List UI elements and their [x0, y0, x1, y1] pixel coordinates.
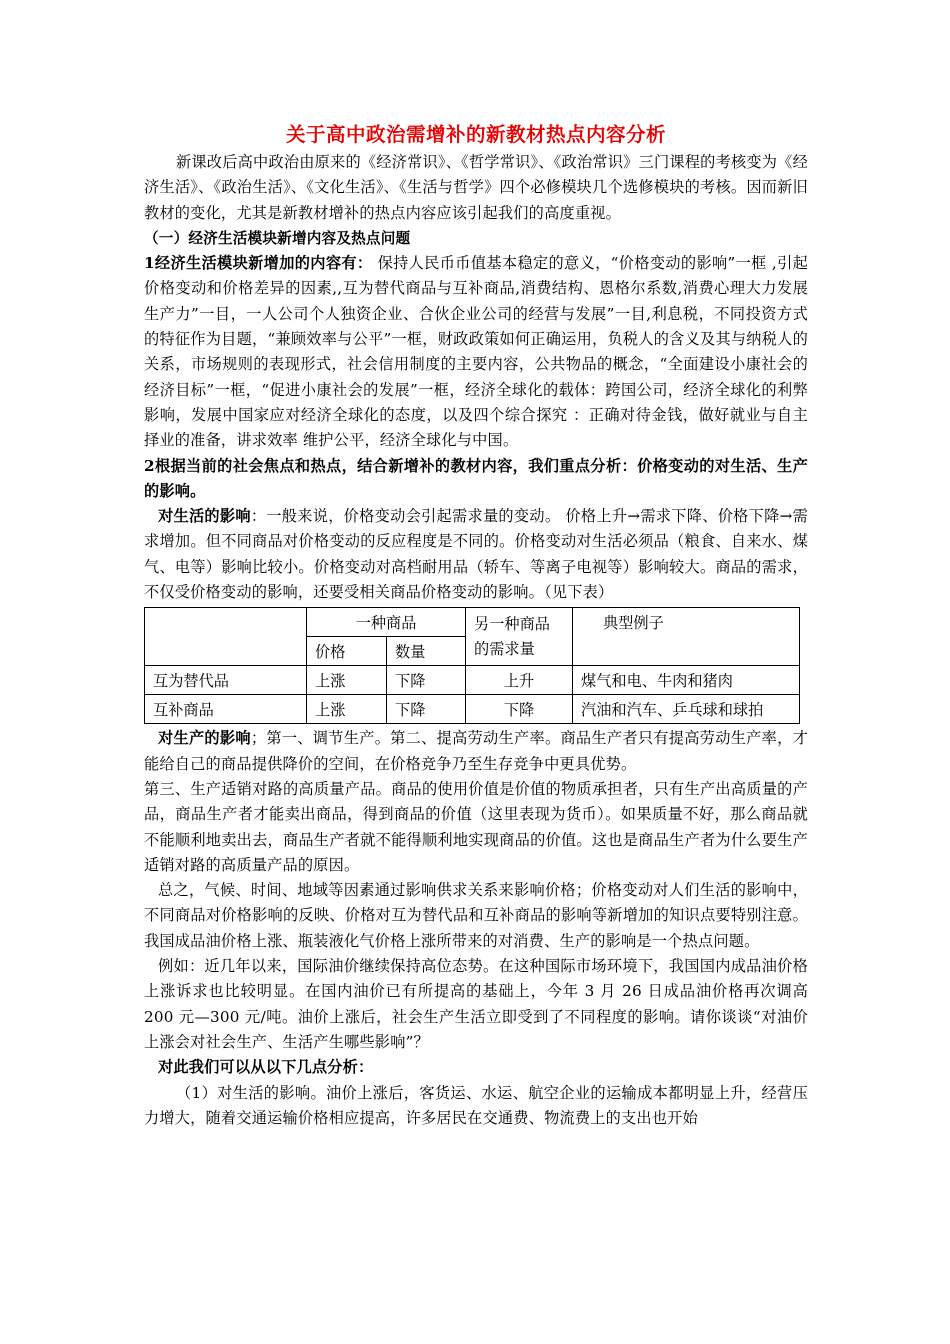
table-header-cell: 另一种商品的需求量: [466, 608, 573, 666]
goods-comparison-table: [144, 607, 800, 724]
paragraph-point-1: （1）对生活的影响。油价上涨后，客货运、水运、航空企业的运输成本都明显上升，经营压力增大，随着交通运输价格相应提高，许多居民在交通费、物流费上的支出也开始: [144, 1083, 808, 1127]
table-cell: 煤气和电、牛肉和猪肉: [573, 666, 800, 695]
table-cell: 互为替代品: [145, 666, 307, 695]
table-cell: 上涨: [307, 666, 387, 695]
table-cell: 互补商品: [145, 695, 307, 724]
table-row: [145, 695, 800, 724]
section-heading: （一）经济生活模块新增内容及热点问题: [144, 229, 411, 247]
paragraph-body: ；第一、调节生产。第二、提高劳动生产率。商品生产者只有提高劳动生产率，才能给自己的商品提供降价的空间，在价格竞争乃至生存竞争中更具优势。: [144, 729, 808, 773]
paragraph-example: 例如：近几年以来，国际油价继续保持高位态势。在这种国际市场环境下，我国国内成品油价格上涨诉求也比较明显。在国内油价已有所提高的基础上，今年 3 月 26 日成品油价格再次调高 200 元—300 元/吨。油价上涨后，社会生产生活立即受到了不同程度的影响。请你谈谈“对油价上涨会对社会生产、生活产生哪些影响”？: [144, 957, 808, 1051]
table-cell: 下降: [387, 666, 466, 695]
table-row: [145, 666, 800, 695]
paragraph-body: ：一般来说，价格变动会引起需求量的变动。 价格上升→需求下降、价格下降→需求增加。但不同商品对价格变动的反应程度是不同的。价格变动对生活必须品（粮食、自来水、煤气、电等）影响比较小。价格变动对高档耐用品（轿车、等离子电视等）影响较大。商品的需求，不仅受价格变动的影响，还要受相关商品价格变动的影响。（见下表）: [144, 507, 808, 602]
table-header-cell: 数量: [387, 637, 466, 666]
paragraph-lead: 1经济生活模块新增加的内容有：: [144, 254, 373, 273]
paragraph-body: 保持人民币币值基本稳定的意义，“价格变动的影响”一框 ,引起价格变动和价格差异的因素,,互为替代商品与互补商品,消费结构、恩格尔系数,消费心理大力发展生产力”一目，一人公司个人独资企业、合伙企业公司的经营与发展”一目,利息税，不同投资方式的特征作为目题，“兼顾效率与公平”一框，财政政策如何正确运用，负税人的含义及其与纳税人的关系，市场规则的表现形式，社会信用制度的主要内容，公共物品的概念，“全面建设小康社会的经济目标”一框，“促进小康社会的发展”一框，经济全球化的载体：跨国公司，经济全球化的利弊影响，发展中国家应对经济全球化的态度，以及四个综合探究 ：正确对待金钱，做好就业与自主择业的准备，讲求效率 维护公平，经济全球化与中国。: [144, 254, 808, 450]
table-cell: 上升: [466, 666, 573, 695]
paragraph-life-impact: [144, 504, 808, 605]
document-title: 关于高中政治需增补的新教材热点内容分析: [285, 123, 666, 146]
paragraph-new-content: [144, 251, 808, 453]
table-header-row: [145, 608, 800, 637]
table-corner-cell: [145, 608, 307, 666]
table-cell: 下降: [466, 695, 573, 724]
table-header-cell: 典型例子: [573, 608, 800, 666]
paragraph-lead: 对生产的影响: [158, 729, 251, 748]
table-cell: 上涨: [307, 695, 387, 724]
paragraph-summary: 总之，气候、时间、地域等因素通过影响供求关系来影响价格；价格变动对人们生活的影响中，不同商品对价格影响的反映、价格对互为替代品和互补商品的影响等新增加的知识点要特别注意。我国成品油价格上涨、瓶装液化气价格上涨所带来的对消费、生产的影响是一个热点问题。: [144, 881, 808, 950]
document-page: [144, 120, 808, 1131]
paragraph-quality-products: 第三、生产适销对路的高质量产品。商品的使用价值是价值的物质承担者，只有生产出高质量的产品，商品生产者才能卖出商品，得到商品的价值（这里表现为货币）。如果质量不好，那么商品就不能顺利地卖出去，商品生产者就不能得顺利地实现商品的价值。这也是商品生产者为什么要生产适销对路的高质量产品的原因。: [144, 779, 808, 874]
table-cell: 汽油和汽车、乒乓球和球拍: [573, 695, 800, 724]
paragraph-production-impact: [144, 726, 808, 777]
table-header-cell: 一种商品: [307, 608, 466, 637]
table-cell: 下降: [387, 695, 466, 724]
paragraph-lead: 对生活的影响: [158, 507, 251, 526]
paragraph-analysis-lead: 对此我们可以从以下几点分析：: [158, 1058, 374, 1077]
paragraph-focus-analysis: 2根据当前的社会焦点和热点，结合新增补的教材内容，我们重点分析：价格变动的对生活、生产的影响。: [144, 456, 808, 500]
table-header-cell: 价格: [307, 637, 387, 666]
intro-paragraph: 新课改后高中政治由原来的《经济常识》、《哲学常识》、《政治常识》三门课程的考核变为《经济生活》、《政治生活》、《文化生活》、《生活与哲学》四个必修模块几个选修模块的考核。因而新旧教材的变化，尤其是新教材增补的热点内容应该引起我们的高度重视。: [144, 153, 808, 222]
